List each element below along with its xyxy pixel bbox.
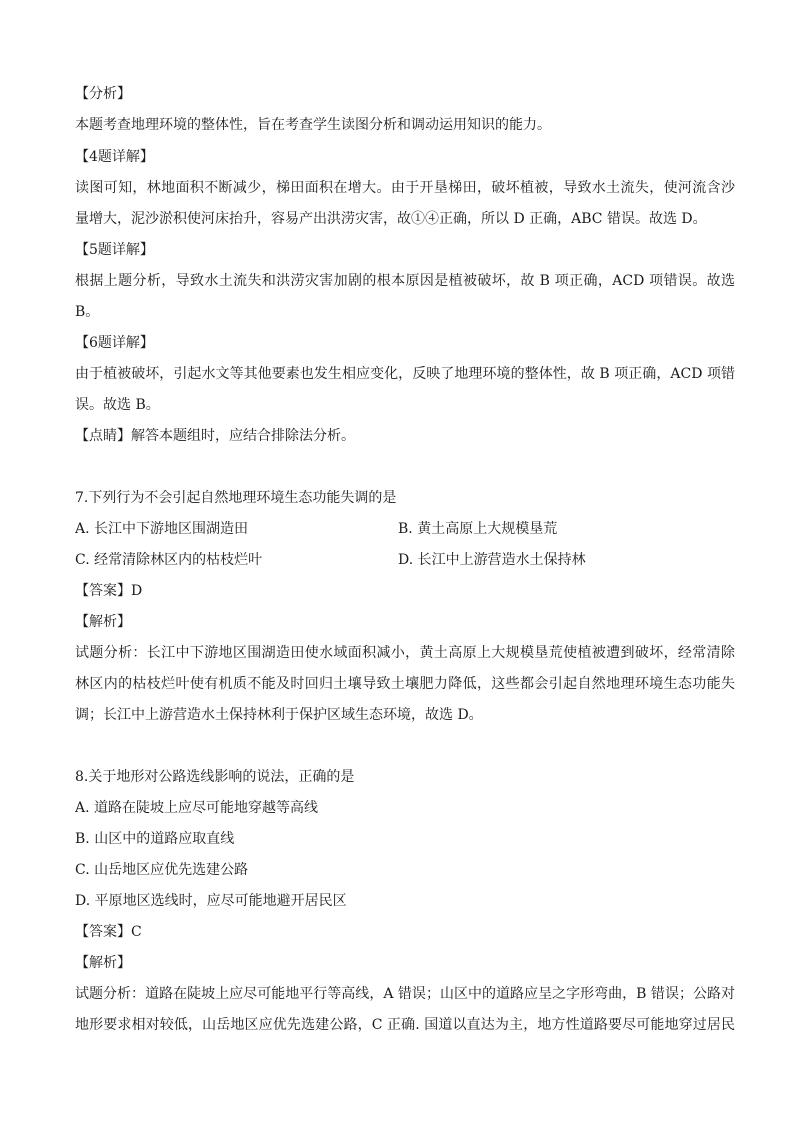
q6-text-line-1: 由于植被破坏，引起水文等其他要素也发生相应变化，反映了地理环境的整体性，故 B 项正确，ACD 项错 [75,366,735,382]
q5-text-line-1: 根据上题分析，导致水土流失和洪涝灾害加剧的根本原因是植被破坏，故 B 项正确，ACD 项错误。故选 [75,273,735,289]
q7-option-b: B. 黄土高原上大规模垦荒 [398,521,558,537]
q7-option-c: C. 经常清除林区内的枯枝烂叶 [75,552,263,568]
q8-option-a: A. 道路在陡坡上应尽可能地穿越等高线 [75,800,319,816]
q8-stem: 8.关于地形对公路选线影响的说法，正确的是 [75,769,355,785]
q8-option-b: B. 山区中的道路应取直线 [75,831,235,847]
q8-answer: 【答案】C [75,924,142,940]
q8-explain-line-2: 地形要求相对较低，山岳地区应优先选建公路，C 正确. 国道以直达为主，地方性道路要尽可能地穿过居民 [75,1017,735,1033]
q6-heading: 【6题详解】 [75,335,154,351]
q8-explain-line-1: 试题分析：道路在陡坡上应尽可能地平行等高线，A 错误；山区中的道路应呈之字形弯曲，B 错误；公路对 [75,986,735,1002]
analysis-heading: 【分析】 [75,86,131,102]
tip-text: 【点睛】解答本题组时，应结合排除法分析。 [75,428,355,444]
q7-option-d: D. 长江中上游营造水土保持林 [398,552,586,568]
q4-text-line-2: 量增大，泥沙淤积使河床抬升，容易产出洪涝灾害，故①④正确，所以 D 正确，ABC 错误。故选 D。 [75,211,707,227]
q8-option-c: C. 山岳地区应优先选建公路 [75,862,249,878]
analysis-text: 本题考查地理环境的整体性，旨在考查学生读图分析和调动运用知识的能力。 [75,117,551,133]
q5-text-line-2: B。 [75,304,100,320]
q7-explain-line-2: 林区内的枯枝烂叶使有机质不能及时回归土壤导致土壤肥力降低，这些都会引起自然地理环境生态功能失 [75,676,735,692]
q7-option-a: A. 长江中下游地区围湖造田 [75,521,249,537]
q4-heading: 【4题详解】 [75,149,154,165]
q7-explain-line-1: 试题分析：长江中下游地区围湖造田使水域面积减小，黄土高原上大规模垦荒使植被遭到破坏，经常清除 [75,645,735,661]
q7-explain-line-3: 调；长江中上游营造水土保持林利于保护区域生态环境，故选 D。 [75,707,483,723]
q6-text-line-2: 误。故选 B。 [75,397,160,413]
q5-heading: 【5题详解】 [75,242,154,258]
q8-analysis-heading: 【解析】 [75,955,131,971]
q7-answer: 【答案】D [75,583,143,599]
q7-stem: 7.下列行为不会引起自然地理环境生态功能失调的是 [75,490,397,506]
q7-analysis-heading: 【解析】 [75,614,131,630]
q4-text-line-1: 读图可知，林地面积不断减少，梯田面积在增大。由于开垦梯田，破坏植被，导致水土流失，使河流含沙 [75,180,735,196]
q8-option-d: D. 平原地区选线时，应尽可能地避开居民区 [75,893,347,909]
